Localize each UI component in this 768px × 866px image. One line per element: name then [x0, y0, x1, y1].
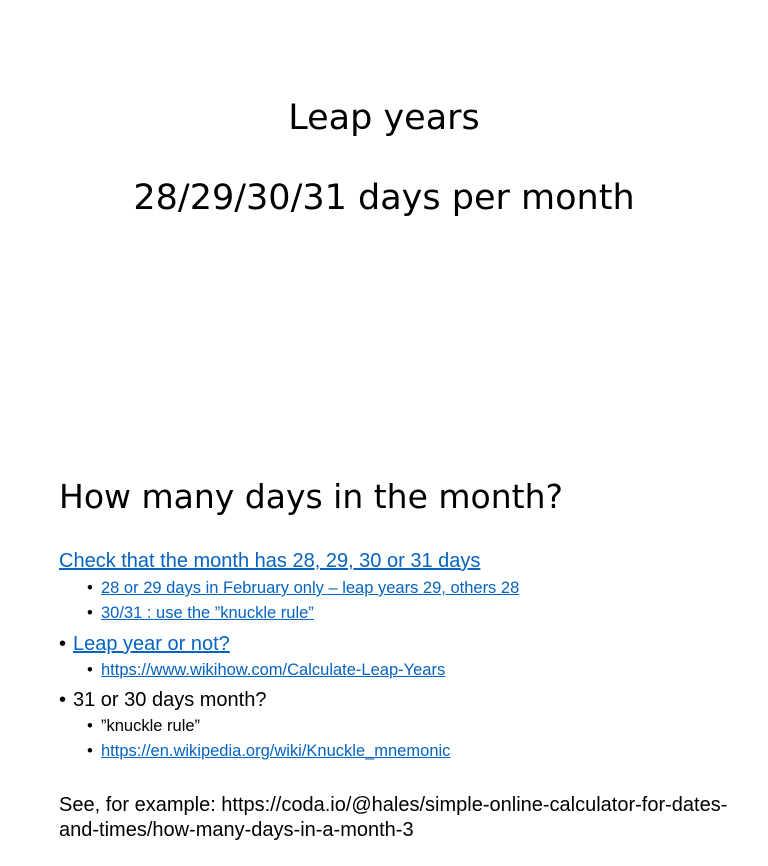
- list-item-february: [87, 577, 519, 599]
- february-leap-link[interactable]: 28 or 29 days in February only – leap years 29, others 28: [101, 579, 520, 597]
- section-heading: How many days in the month?: [59, 477, 564, 516]
- list-item-knuckle-rule-link: [87, 602, 314, 624]
- list-item-leap-year: [59, 631, 230, 657]
- list-item-wikipedia: [87, 740, 450, 762]
- list-item-knuckle-rule: [87, 715, 200, 737]
- bullet-icon: •: [59, 689, 67, 711]
- knuckle-rule-text: ”knuckle rule”: [101, 717, 201, 735]
- bullet-icon: •: [87, 661, 93, 679]
- leap-year-link[interactable]: Leap year or not?: [73, 633, 230, 655]
- bullet-icon: •: [87, 579, 93, 597]
- slide-title-leap-years: Leap years: [288, 98, 480, 138]
- slide-subtitle-days-per-month: 28/29/30/31 days per month: [133, 178, 635, 218]
- bullet-icon: •: [87, 742, 93, 760]
- list-item-month-length: [59, 687, 266, 713]
- check-month-link[interactable]: Check that the month has 28, 29, 30 or 31 days: [59, 550, 481, 572]
- list-item-check-month: [59, 548, 480, 574]
- month-length-text: 31 or 30 days month?: [73, 689, 267, 711]
- bullet-icon: •: [87, 604, 93, 622]
- knuckle-rule-link[interactable]: 30/31 : use the ”knuckle rule”: [101, 604, 314, 622]
- list-item-wikihow: [87, 659, 445, 681]
- wikipedia-link[interactable]: https://en.wikipedia.org/wiki/Knuckle_mnemonic: [101, 742, 451, 760]
- bullet-icon: •: [87, 717, 93, 735]
- bullet-icon: •: [59, 633, 67, 655]
- footer-note: See, for example: https://coda.io/@hales/simple-online-calculator-for-dates-and-times/how-many-days-in-a-month-3: [59, 794, 728, 841]
- wikihow-link[interactable]: https://www.wikihow.com/Calculate-Leap-Years: [101, 661, 446, 679]
